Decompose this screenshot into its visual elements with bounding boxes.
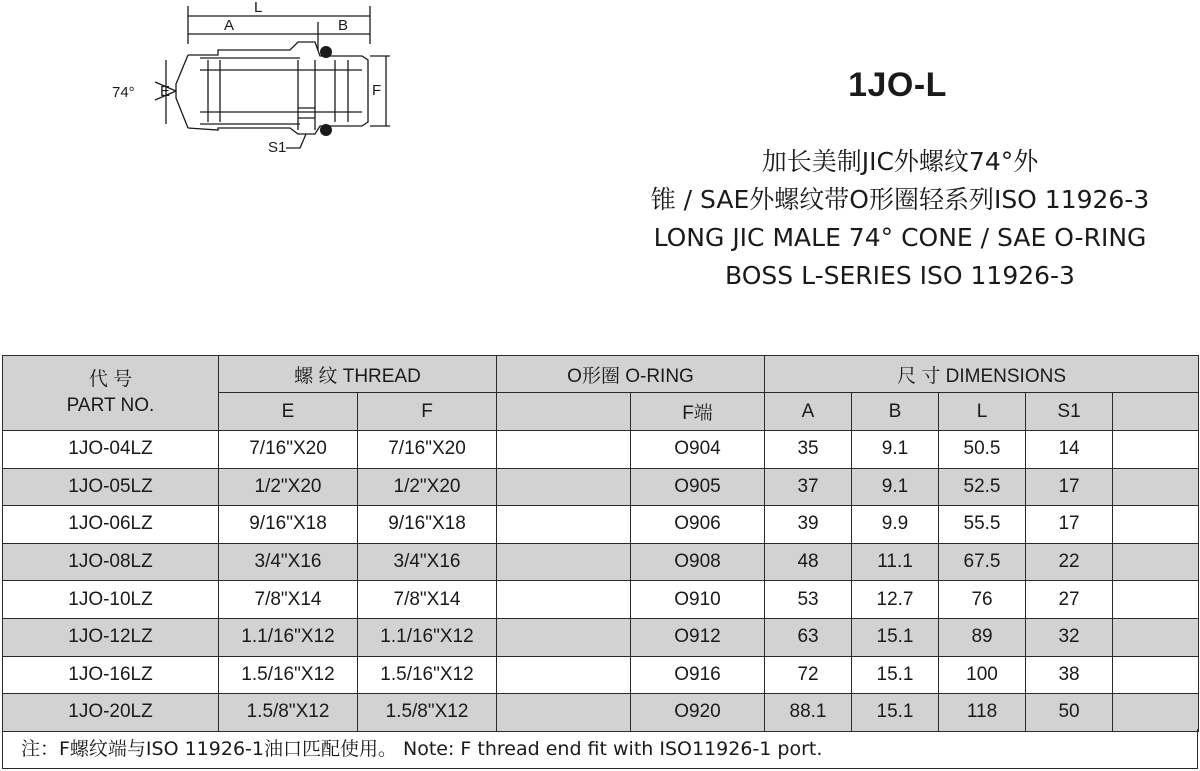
header-col-F-end: F端 <box>631 393 765 431</box>
cell-E: 3/4"X16 <box>219 543 358 581</box>
header-col-S1: S1 <box>1026 393 1113 431</box>
cell-L: 100 <box>939 656 1026 694</box>
table-row <box>3 468 1199 506</box>
footnote: 注：F螺纹端与ISO 11926-1油口匹配使用。 Note: F thread end fit with ISO11926-1 port. <box>2 729 1198 769</box>
cell-blank <box>1113 656 1199 694</box>
header-part-zh: 代 号 <box>88 369 133 390</box>
cell-E: 1.1/16"X12 <box>219 618 358 656</box>
cell-E: 9/16"X18 <box>219 506 358 544</box>
cell-F: 7/8"X14 <box>358 581 497 619</box>
cell-E: 7/16"X20 <box>219 431 358 469</box>
cell-B: 9.1 <box>852 431 939 469</box>
cell-L: 76 <box>939 581 1026 619</box>
dim-label-L: L <box>254 0 263 16</box>
cell-B: 9.9 <box>852 506 939 544</box>
description-zh-line1: 加长美制JIC外螺纹74°外 <box>761 147 1039 176</box>
cell-oring-blank <box>497 694 631 732</box>
header-dimensions: 尺 寸 DIMENSIONS <box>765 356 1199 393</box>
dim-label-E: E <box>160 83 171 100</box>
cell-part: 1JO-10LZ <box>3 581 219 619</box>
cell-oring: O916 <box>631 656 765 694</box>
cell-blank <box>1113 431 1199 469</box>
cell-F: 3/4"X16 <box>358 543 497 581</box>
cell-A: 53 <box>765 581 852 619</box>
description-en-line2: BOSS L-SERIES ISO 11926-3 <box>725 261 1075 290</box>
cell-S1: 27 <box>1026 581 1113 619</box>
cell-S1: 22 <box>1026 543 1113 581</box>
cell-S1: 50 <box>1026 694 1113 732</box>
cell-oring-blank <box>497 431 631 469</box>
cell-A: 72 <box>765 656 852 694</box>
cell-part: 1JO-06LZ <box>3 506 219 544</box>
header-part-en: PART NO. <box>66 395 155 416</box>
cell-blank <box>1113 618 1199 656</box>
header-thread: 螺 纹 THREAD <box>219 356 497 393</box>
cell-blank <box>1113 543 1199 581</box>
description-zh-line2: 锥 / SAE外螺纹带O形圈轻系列ISO 11926-3 <box>650 185 1150 214</box>
cell-B: 11.1 <box>852 543 939 581</box>
cell-E: 7/8"X14 <box>219 581 358 619</box>
table-row <box>3 506 1199 544</box>
cell-oring: O905 <box>631 468 765 506</box>
cell-S1: 32 <box>1026 618 1113 656</box>
cell-oring-blank <box>497 506 631 544</box>
dim-label-A: A <box>224 17 235 34</box>
cell-B: 12.7 <box>852 581 939 619</box>
cell-L: 118 <box>939 694 1026 732</box>
dim-label-B: B <box>338 17 349 34</box>
cell-F: 1/2"X20 <box>358 468 497 506</box>
cell-oring: O920 <box>631 694 765 732</box>
cell-S1: 17 <box>1026 506 1113 544</box>
table-header-row <box>3 356 1199 393</box>
cell-part: 1JO-16LZ <box>3 656 219 694</box>
cell-oring-blank <box>497 543 631 581</box>
cell-L: 67.5 <box>939 543 1026 581</box>
cell-part: 1JO-05LZ <box>3 468 219 506</box>
cell-F: 1.5/16"X12 <box>358 656 497 694</box>
dim-label-F: F <box>372 82 382 99</box>
cell-B: 15.1 <box>852 656 939 694</box>
cell-A: 48 <box>765 543 852 581</box>
cell-oring-blank <box>497 468 631 506</box>
cell-oring-blank <box>497 618 631 656</box>
cell-blank <box>1113 694 1199 732</box>
cell-oring-blank <box>497 656 631 694</box>
cell-oring: O910 <box>631 581 765 619</box>
header-col-oring-blank <box>497 393 631 431</box>
cell-part: 1JO-08LZ <box>3 543 219 581</box>
header-col-A: A <box>765 393 852 431</box>
cell-L: 50.5 <box>939 431 1026 469</box>
cell-A: 63 <box>765 618 852 656</box>
cell-L: 89 <box>939 618 1026 656</box>
header-part-no <box>3 356 219 431</box>
header-col-F: F <box>358 393 497 431</box>
cell-F: 7/16"X20 <box>358 431 497 469</box>
cell-B: 15.1 <box>852 618 939 656</box>
spec-table <box>2 355 1199 732</box>
cell-oring: O912 <box>631 618 765 656</box>
header-col-L: L <box>939 393 1026 431</box>
header-oring: O形圈 O-RING <box>497 356 765 393</box>
header-col-B: B <box>852 393 939 431</box>
table-row <box>3 543 1199 581</box>
cell-S1: 14 <box>1026 431 1113 469</box>
cell-A: 37 <box>765 468 852 506</box>
cell-F: 9/16"X18 <box>358 506 497 544</box>
cell-F: 1.5/8"X12 <box>358 694 497 732</box>
cell-S1: 38 <box>1026 656 1113 694</box>
cell-B: 9.1 <box>852 468 939 506</box>
dim-label-angle: 74° <box>112 84 135 101</box>
description-en-line1: LONG JIC MALE 74° CONE / SAE O-RING <box>653 223 1147 252</box>
cell-L: 52.5 <box>939 468 1026 506</box>
header-col-blank <box>1113 393 1199 431</box>
cell-part: 1JO-04LZ <box>3 431 219 469</box>
fitting-drawing <box>100 0 400 165</box>
cell-A: 39 <box>765 506 852 544</box>
cell-blank <box>1113 506 1199 544</box>
cell-part: 1JO-12LZ <box>3 618 219 656</box>
cell-blank <box>1113 581 1199 619</box>
cell-A: 88.1 <box>765 694 852 732</box>
table-row <box>3 431 1199 469</box>
cell-oring-blank <box>497 581 631 619</box>
product-title: 1JO-L <box>848 66 947 104</box>
cell-blank <box>1113 468 1199 506</box>
cell-E: 1.5/8"X12 <box>219 694 358 732</box>
cell-part: 1JO-20LZ <box>3 694 219 732</box>
table-row <box>3 694 1199 732</box>
cell-B: 15.1 <box>852 694 939 732</box>
cell-A: 35 <box>765 431 852 469</box>
cell-oring: O906 <box>631 506 765 544</box>
cell-F: 1.1/16"X12 <box>358 618 497 656</box>
table-row <box>3 618 1199 656</box>
cell-E: 1.5/16"X12 <box>219 656 358 694</box>
cell-S1: 17 <box>1026 468 1113 506</box>
dim-label-S1: S1 <box>268 139 287 156</box>
header-col-E: E <box>219 393 358 431</box>
cell-L: 55.5 <box>939 506 1026 544</box>
cell-oring: O904 <box>631 431 765 469</box>
table-row <box>3 581 1199 619</box>
cell-oring: O908 <box>631 543 765 581</box>
table-row <box>3 656 1199 694</box>
cell-E: 1/2"X20 <box>219 468 358 506</box>
